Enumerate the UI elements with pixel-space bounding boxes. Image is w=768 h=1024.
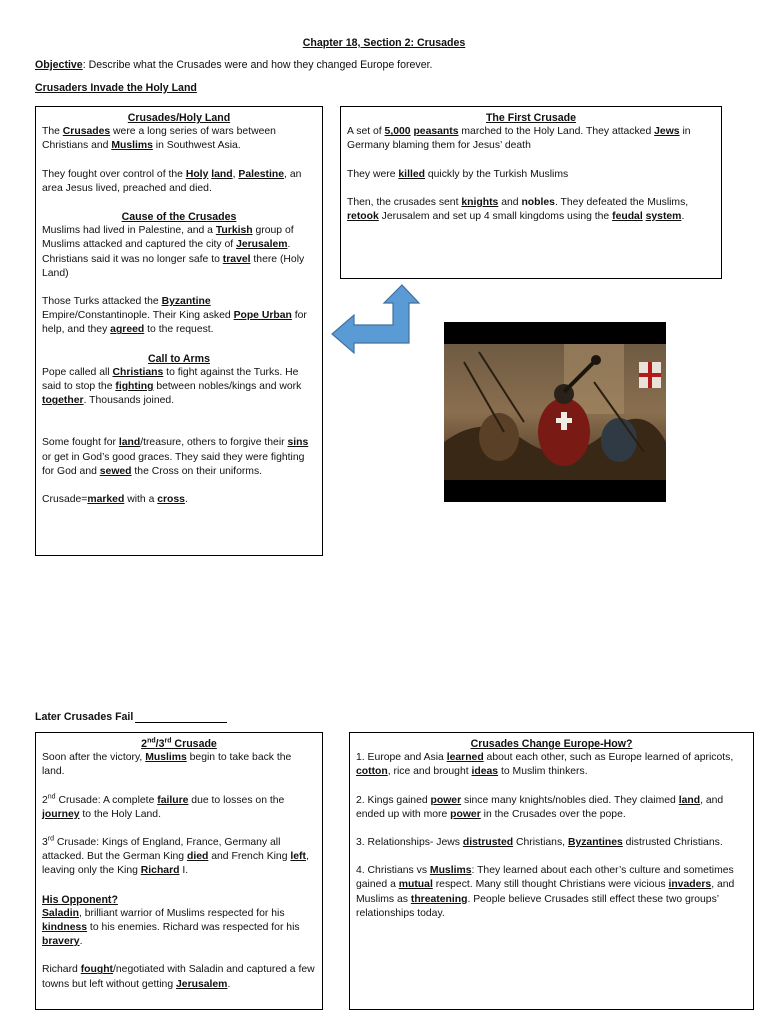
paragraph bbox=[347, 125, 715, 153]
key-term: invaders bbox=[668, 879, 712, 891]
key-term: kindness bbox=[42, 922, 88, 934]
text-run: to his enemies. Richard was respected for his bbox=[87, 922, 300, 934]
key-term: agreed bbox=[110, 324, 145, 336]
key-term: Jews bbox=[654, 126, 680, 138]
text-run: to fight against the Turks. He said to stop the bbox=[42, 366, 299, 393]
key-term: Pope Urban bbox=[233, 310, 292, 322]
key-term: Muslims bbox=[429, 865, 472, 877]
paragraph bbox=[42, 295, 316, 338]
text-run: Christians, bbox=[513, 837, 568, 849]
key-term: Turkish bbox=[215, 225, 253, 237]
key-term: Muslims bbox=[145, 752, 187, 764]
key-term: power bbox=[430, 794, 462, 806]
key-term: feudal bbox=[612, 211, 643, 223]
text-run: Empire/Constantinople. Their King asked bbox=[42, 310, 234, 322]
paragraph bbox=[42, 436, 316, 479]
text-run: . bbox=[184, 494, 188, 506]
key-term: fighting bbox=[115, 381, 154, 393]
text-run: Crusade= bbox=[42, 494, 88, 506]
box-heading: Crusades Change Europe-How? bbox=[470, 738, 633, 750]
text-run: distrusted Christians. bbox=[622, 837, 723, 849]
text-run: the Cross on their uniforms. bbox=[131, 465, 263, 477]
key-term: threatening bbox=[410, 893, 468, 905]
heading-underline bbox=[135, 722, 227, 723]
box-heading: Crusades/Holy Land bbox=[127, 112, 231, 124]
key-term: land bbox=[678, 794, 701, 806]
text-run: 2. Kings gained bbox=[356, 794, 431, 806]
key-term: left bbox=[290, 851, 306, 863]
key-term: together bbox=[42, 395, 84, 407]
paragraph bbox=[42, 366, 316, 409]
text-run: They fought over control of the bbox=[42, 168, 186, 180]
text-run: . bbox=[681, 211, 685, 223]
text-run: due to losses on the bbox=[188, 794, 285, 806]
key-term: peasants bbox=[413, 126, 459, 138]
key-term: system bbox=[645, 211, 682, 223]
key-term: fought bbox=[80, 964, 114, 976]
key-term: mutual bbox=[398, 879, 433, 891]
paragraph bbox=[42, 751, 316, 779]
text-run: or get in God’s good graces. They said they were fighting for God and bbox=[42, 451, 305, 477]
text-run: Then, the crusades sent bbox=[347, 196, 462, 208]
paragraph bbox=[42, 168, 316, 196]
paragraph bbox=[42, 493, 316, 507]
text-run: there (Holy Land) bbox=[42, 253, 305, 279]
key-term: Jerusalem bbox=[176, 978, 228, 990]
key-term: land bbox=[118, 437, 141, 449]
bold-term: nobles bbox=[521, 196, 555, 208]
text-run: , rice and brought bbox=[387, 766, 472, 778]
text-run: Pope called all bbox=[42, 366, 113, 378]
key-term: sins bbox=[287, 437, 309, 449]
box-subheading: His Opponent? bbox=[42, 893, 118, 906]
text-run: : They learned about each other’s culture and sometimes gained a bbox=[356, 865, 734, 891]
text-run: between nobles/kings and work bbox=[153, 381, 302, 393]
paragraph bbox=[356, 864, 747, 921]
text-run: I. bbox=[179, 865, 189, 877]
key-term: ideas bbox=[471, 766, 499, 778]
paragraph bbox=[356, 751, 747, 779]
section-heading-crusaders: Crusaders Invade the Holy Land bbox=[35, 82, 197, 94]
text-run: since many knights/nobles died. They claimed bbox=[461, 794, 679, 806]
text-run: Richard bbox=[42, 964, 81, 976]
key-term: Byzantine bbox=[161, 296, 211, 308]
text-run: in the Crusades over the pope. bbox=[480, 808, 626, 820]
key-term: Jerusalem bbox=[236, 239, 288, 251]
box-subheading: Cause of the Crusades bbox=[121, 211, 237, 224]
paragraph bbox=[42, 963, 316, 991]
text-run: , and ended up with more bbox=[356, 794, 724, 820]
text-run: The bbox=[42, 126, 63, 138]
battle-painting-image bbox=[444, 322, 666, 502]
key-term: journey bbox=[42, 808, 80, 820]
text-run: , an area Jesus lived, preached and died. bbox=[42, 168, 302, 194]
text-run: Crusade: Kings of England, France, Germany all attacked. But the German King bbox=[42, 837, 281, 863]
text-run: Muslims had lived in Palestine, and a bbox=[42, 225, 216, 237]
paragraph bbox=[42, 907, 316, 950]
text-run: respect. Many still thought Christians were vicious bbox=[432, 879, 669, 891]
key-term: Saladin bbox=[42, 907, 79, 919]
text-run: and bbox=[498, 196, 522, 208]
objective-label: Objective bbox=[35, 59, 83, 71]
key-term: Holy bbox=[185, 168, 209, 180]
crusades-change-europe-box bbox=[349, 732, 754, 1010]
text-run: marched to the Holy Land. They attacked bbox=[458, 126, 655, 138]
text-run: in Germany blaming them for Jesus’ death bbox=[347, 126, 691, 152]
text-run: . bbox=[227, 978, 231, 990]
text-run: for help, and they bbox=[42, 310, 307, 336]
key-term: knights bbox=[461, 196, 499, 208]
paragraph bbox=[356, 794, 747, 822]
key-term: failure bbox=[157, 794, 189, 806]
paragraph bbox=[347, 196, 715, 224]
paragraph: 3rd Crusade: Kings of England, France, Germany all attacked. But the German King died and French King left, leaving only the King Richard I. bbox=[42, 835, 309, 877]
key-term: marked bbox=[87, 494, 125, 506]
paragraph bbox=[347, 168, 715, 182]
text-run: . They defeated the Muslims, bbox=[554, 196, 689, 208]
text-run: group of Muslims attacked and captured the city of bbox=[42, 225, 294, 251]
key-term: cross bbox=[157, 494, 185, 506]
text-run: A set of bbox=[347, 126, 385, 138]
key-term: Muslims bbox=[111, 140, 153, 152]
text-run: to the request. bbox=[144, 324, 214, 336]
key-term: Christians bbox=[112, 366, 164, 378]
section-heading-later bbox=[35, 711, 227, 723]
text-run: . bbox=[79, 936, 83, 948]
arrow-shape bbox=[332, 285, 419, 353]
text-run: quickly by the Turkish Muslims bbox=[424, 168, 569, 180]
text-run: /treasure, others to forgive their bbox=[140, 437, 288, 449]
later-crusades-box bbox=[35, 732, 323, 1010]
paragraph bbox=[42, 224, 316, 281]
key-term: died bbox=[186, 851, 209, 863]
text-run: Those Turks attacked the bbox=[42, 296, 162, 308]
text-run: in Southwest Asia. bbox=[152, 140, 241, 152]
box-heading: 2nd/3rd Crusade bbox=[141, 737, 217, 750]
box-subheading: Call to Arms bbox=[147, 352, 210, 365]
key-term: retook bbox=[347, 211, 379, 223]
text-run: 3. Relationships- Jews bbox=[356, 837, 463, 849]
key-term: power bbox=[450, 808, 481, 820]
key-term: sewed bbox=[99, 465, 132, 477]
crusaders-battle-painting bbox=[444, 322, 666, 502]
text-run: They were bbox=[347, 168, 399, 180]
text-run: . People believe Crusades still effect these two groups’ relationships today. bbox=[356, 893, 719, 919]
key-term: learned bbox=[446, 752, 484, 764]
text-run: begin to take back the land. bbox=[42, 752, 292, 778]
text-run: with a bbox=[124, 494, 158, 506]
key-term: distrusted bbox=[462, 837, 514, 849]
text-run: Some fought for bbox=[42, 437, 119, 449]
key-term: Crusades bbox=[62, 126, 111, 138]
text-run: . Thousands joined. bbox=[83, 395, 175, 407]
text-run: , and Muslims as bbox=[356, 879, 735, 905]
key-term: bravery bbox=[42, 936, 80, 948]
key-term: Byzantines bbox=[567, 837, 623, 849]
text-run: , brilliant warrior of Muslims respected for his bbox=[78, 907, 285, 919]
page-title: Chapter 18, Section 2: Crusades bbox=[302, 37, 466, 49]
text-run: 1. Europe and Asia bbox=[356, 752, 447, 764]
text-run: to Muslim thinkers. bbox=[498, 766, 588, 778]
text-run: were a long series of wars between Christians and bbox=[42, 126, 276, 152]
text-run: , bbox=[232, 168, 239, 180]
key-term: land bbox=[211, 168, 233, 180]
paragraph bbox=[42, 125, 316, 153]
text-run: Jerusalem and set up 4 small kingdoms using the bbox=[378, 211, 613, 223]
objective bbox=[35, 59, 433, 71]
text-run: about each other, such as Europe learned of apricots, bbox=[483, 752, 734, 764]
text-run: Crusade: A complete bbox=[55, 794, 158, 806]
key-term: killed bbox=[398, 168, 425, 180]
first-crusade-box bbox=[340, 106, 722, 279]
text-run: 4. Christians vs bbox=[356, 865, 430, 877]
text-run: . Christians said it was no longer safe to bbox=[42, 239, 291, 265]
key-term: Palestine bbox=[238, 168, 285, 180]
text-run: and French King bbox=[208, 851, 291, 863]
key-term: cotton bbox=[356, 766, 388, 778]
bent-arrow-icon bbox=[330, 283, 422, 355]
text-run: /negotiated with Saladin and captured a few towns but left without getting bbox=[42, 964, 315, 990]
section-heading-later-text: Later Crusades Fail bbox=[35, 711, 134, 723]
text-run: , leaving only the King bbox=[42, 851, 309, 877]
text-run: Soon after the victory, bbox=[42, 752, 146, 764]
objective-text: : Describe what the Crusades were and how they changed Europe forever. bbox=[82, 59, 433, 71]
text-run: to the Holy Land. bbox=[79, 808, 161, 820]
paragraph bbox=[356, 836, 747, 850]
paragraph: 2nd Crusade: A complete failure due to losses on the journey to the Holy Land. bbox=[42, 793, 285, 820]
box-heading: The First Crusade bbox=[485, 112, 577, 124]
crusades-holy-land-box bbox=[35, 106, 323, 556]
key-term: travel bbox=[222, 253, 251, 265]
key-term: 5,000 bbox=[384, 126, 411, 138]
key-term: Richard bbox=[140, 865, 180, 877]
